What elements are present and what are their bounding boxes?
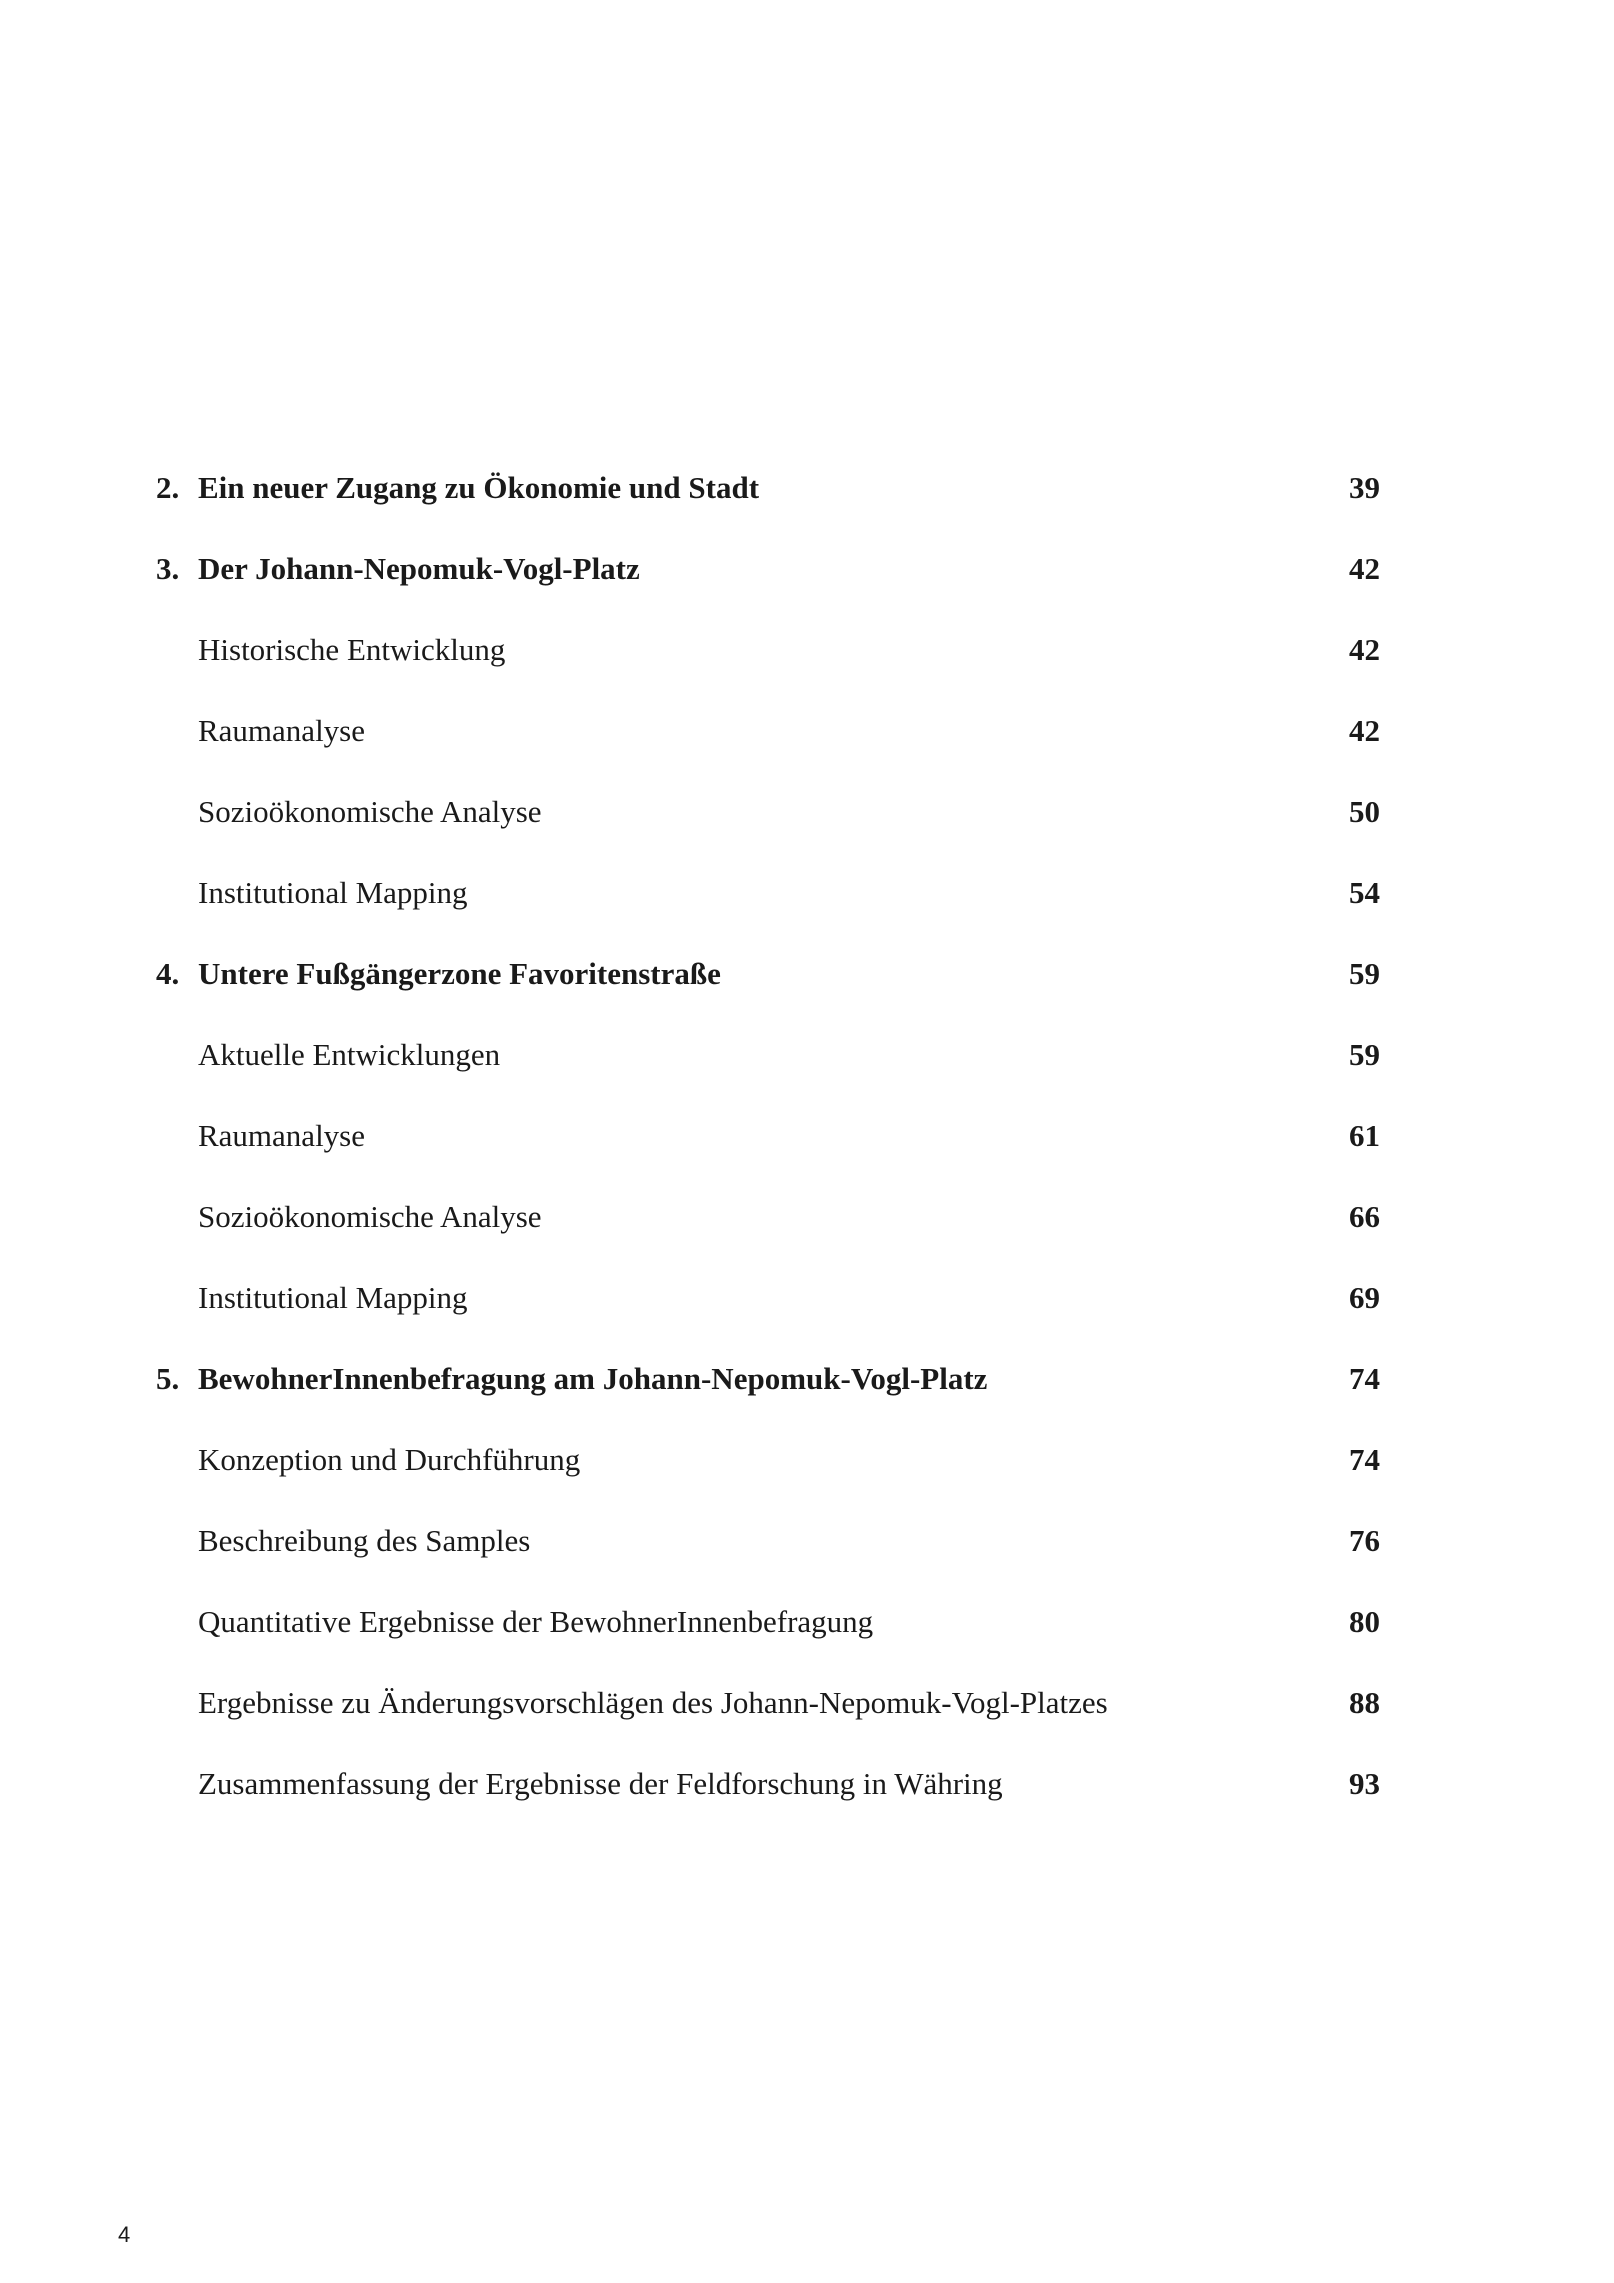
toc-entry-page: 74 — [1349, 1442, 1380, 1477]
toc-entry-page: 54 — [1349, 875, 1380, 910]
toc-entry-page: 61 — [1349, 1118, 1380, 1153]
toc-entry-number: 5. — [156, 1361, 180, 1396]
toc-entry-section[interactable] — [156, 1513, 1380, 1594]
toc-entry-title: BewohnerInnenbefragung am Johann-Nepomuk-Vogl-Platz — [198, 1361, 988, 1396]
toc-entry-title: Raumanalyse — [198, 713, 366, 748]
toc-entry-chapter-2[interactable] — [156, 460, 1380, 541]
toc-entry-page: 42 — [1349, 632, 1380, 667]
toc-entry-page: 88 — [1349, 1685, 1380, 1720]
toc-entry-title: Zusammenfassung der Ergebnisse der Feldforschung in Währing — [198, 1766, 1003, 1801]
toc-entry-title: Der Johann-Nepomuk-Vogl-Platz — [198, 551, 640, 586]
toc-entry-section[interactable] — [156, 865, 1380, 946]
toc-entry-page: 69 — [1349, 1280, 1380, 1315]
table-of-contents — [156, 460, 1380, 1837]
toc-entry-title: Institutional Mapping — [198, 1280, 468, 1315]
toc-entry-page: 59 — [1349, 1037, 1380, 1072]
toc-entry-section[interactable] — [156, 1108, 1380, 1189]
toc-entry-section[interactable] — [156, 703, 1380, 784]
toc-entry-chapter-3[interactable] — [156, 541, 1380, 622]
toc-entry-title: Ein neuer Zugang zu Ökonomie und Stadt — [198, 470, 760, 505]
toc-entry-chapter-5[interactable] — [156, 1351, 1380, 1432]
footer-page-number: 4 — [118, 2222, 131, 2247]
toc-entry-title: Raumanalyse — [198, 1118, 366, 1153]
toc-entry-section[interactable] — [156, 1594, 1380, 1675]
toc-entry-section[interactable] — [156, 1189, 1380, 1270]
toc-entry-chapter-4[interactable] — [156, 946, 1380, 1027]
toc-entry-page: 39 — [1349, 470, 1380, 505]
toc-entry-title: Ergebnisse zu Änderungsvorschlägen des Johann-Nepomuk-Vogl-Platzes — [198, 1685, 1108, 1720]
toc-entry-title: Konzeption und Durchführung — [198, 1442, 581, 1477]
toc-entry-title: Historische Entwicklung — [198, 632, 506, 667]
toc-entry-title: Aktuelle Entwicklungen — [198, 1037, 501, 1072]
toc-entry-title: Untere Fußgängerzone Favoritenstraße — [198, 956, 721, 991]
toc-entry-title: Quantitative Ergebnisse der BewohnerInnenbefragung — [198, 1604, 874, 1639]
toc-entry-section[interactable] — [156, 622, 1380, 703]
toc-entry-page: 50 — [1349, 794, 1380, 829]
toc-entry-number: 2. — [156, 470, 180, 505]
toc-entry-number: 4. — [156, 956, 180, 991]
toc-entry-page: 93 — [1349, 1766, 1380, 1801]
toc-entry-page: 74 — [1349, 1361, 1380, 1396]
toc-entry-number: 3. — [156, 551, 180, 586]
toc-entry-section[interactable] — [156, 1270, 1380, 1351]
toc-entry-page: 66 — [1349, 1199, 1380, 1234]
toc-entry-section[interactable] — [156, 1027, 1380, 1108]
toc-entry-title: Sozioökonomische Analyse — [198, 1199, 542, 1234]
toc-entry-section[interactable] — [156, 1675, 1380, 1756]
toc-entry-page: 59 — [1349, 956, 1380, 991]
toc-entry-page: 42 — [1349, 713, 1380, 748]
toc-entry-title: Institutional Mapping — [198, 875, 468, 910]
toc-entry-section[interactable] — [156, 1756, 1380, 1837]
toc-entry-title: Sozioökonomische Analyse — [198, 794, 542, 829]
toc-entry-page: 80 — [1349, 1604, 1380, 1639]
toc-entry-section[interactable] — [156, 784, 1380, 865]
toc-entry-title: Beschreibung des Samples — [198, 1523, 531, 1558]
toc-entry-section[interactable] — [156, 1432, 1380, 1513]
toc-entry-page: 42 — [1349, 551, 1380, 586]
toc-entry-page: 76 — [1349, 1523, 1380, 1558]
